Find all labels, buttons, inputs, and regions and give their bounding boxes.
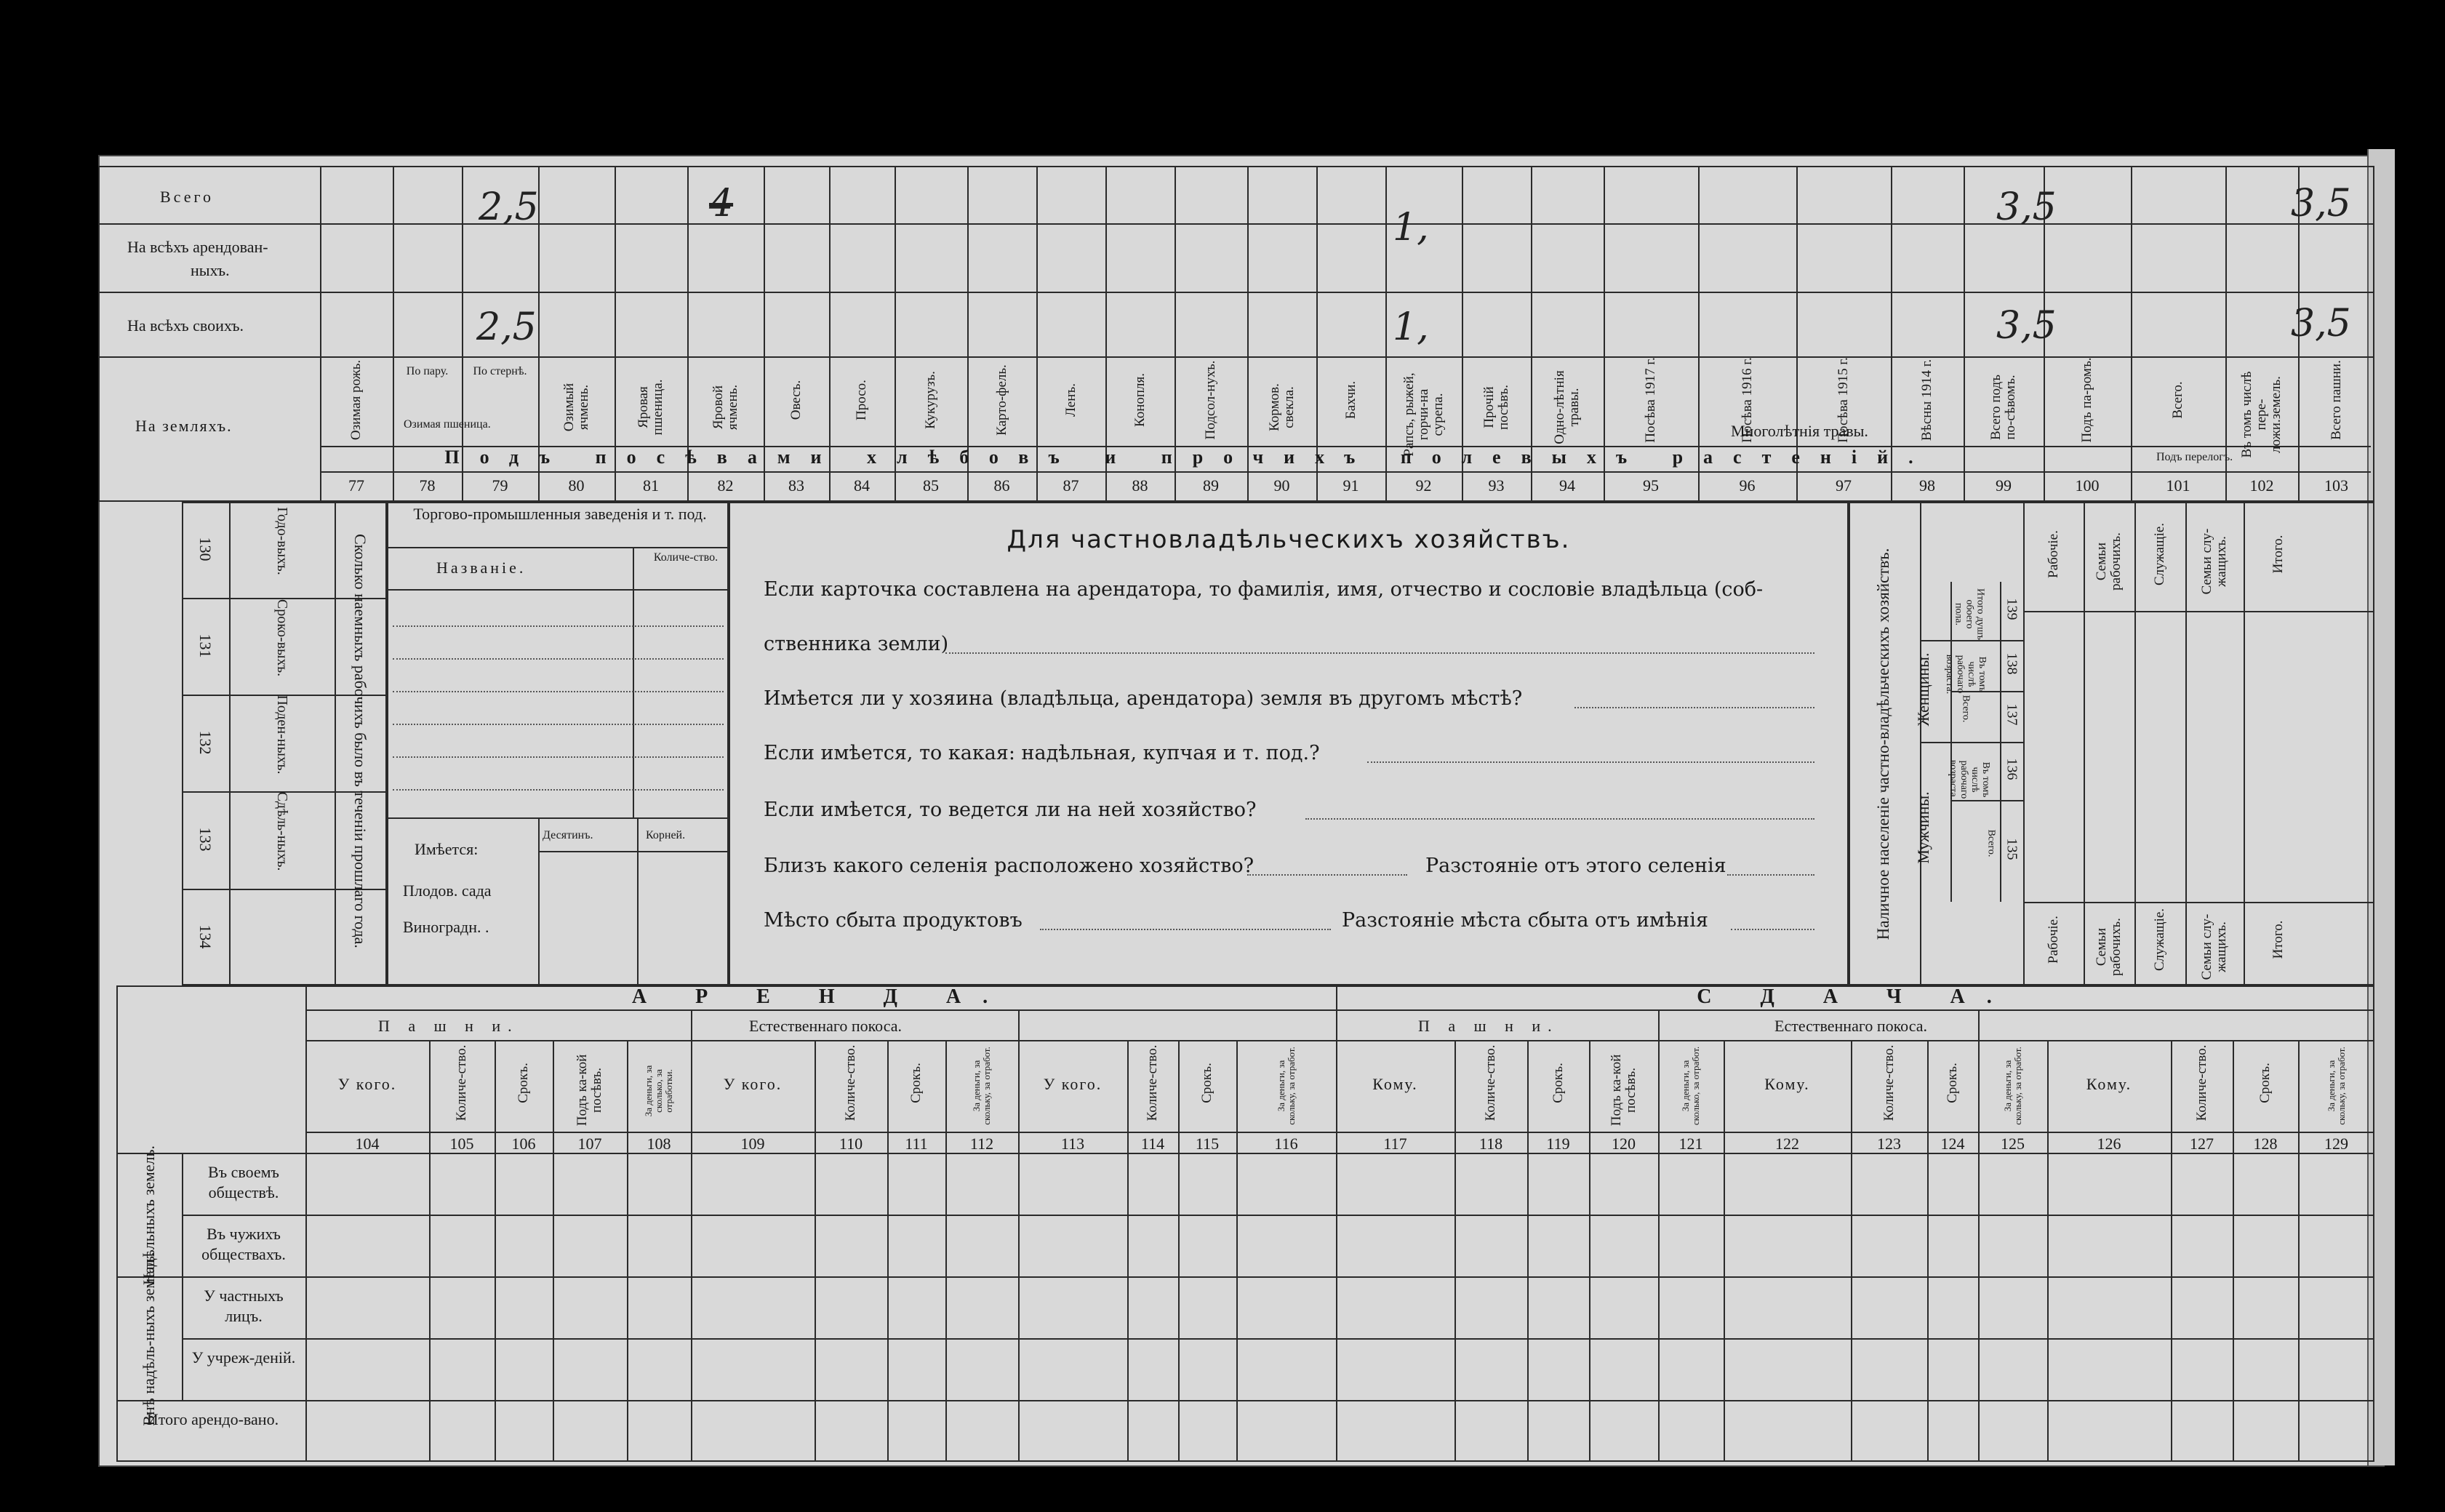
- crop-col-num-87: 87: [1063, 476, 1079, 495]
- lease-col-label-129: За деньги, за скольку, за отработ.: [2325, 1047, 2347, 1125]
- crop-col-num-95: 95: [1643, 476, 1659, 495]
- crop-col-num-78: 78: [419, 476, 436, 495]
- crop-col-num-85: 85: [923, 476, 939, 495]
- hired-col-label-133: Сдѣль-ныхъ.: [274, 791, 290, 871]
- hw-total-91: 1,: [1393, 206, 1429, 249]
- men-label: Мужчины.: [1914, 791, 1932, 864]
- q3: Если имѣется, то какая: надѣльная, купчая и т. под.?: [764, 742, 1320, 764]
- private-farm-title: Для частновладѣльческихъ хозяйствъ.: [1007, 525, 1571, 554]
- crop-col-label-92: Рапсъ, рыжей, горчи-на сурепа.: [1401, 372, 1446, 457]
- has-label: Имѣется:: [415, 840, 479, 858]
- q6b: Разстояніе мѣста сбыта отъ имѣнія: [1342, 909, 1708, 932]
- crop-col-label-81: Яровая пшеница.: [636, 379, 665, 436]
- crop-col-num-84: 84: [854, 476, 870, 495]
- crop-col-label-79: По стернѣ.: [473, 365, 527, 377]
- crop-col-num-102: 102: [2249, 476, 2274, 495]
- pop-right-bottom-2: Служащіе.: [2152, 908, 2167, 972]
- pop-right-top-0: Рабочіе.: [2045, 530, 2061, 578]
- lease-col-label-112: За деньги, за скольку, за отработ.: [971, 1047, 992, 1125]
- row-label-rented: На всѣхъ арендован-: [127, 238, 268, 256]
- lease-col-label-124: Срокъ.: [1945, 1063, 1960, 1103]
- crop-col-label-94: Одно-лѣтнія травы.: [1552, 370, 1582, 444]
- crops-banner: Подъ посѣвами хлѣбовъ и прочихъ полевыхъ растеній.: [444, 447, 1934, 468]
- crop-col-label-85: Кукурузъ.: [923, 371, 938, 429]
- lease-col-label-116: За деньги, за скольку, за отработ.: [1275, 1047, 1297, 1125]
- hired-col-num-134: 134: [196, 924, 215, 948]
- row-label-lands: На земляхъ.: [135, 417, 233, 435]
- crop-col-label-77: Озимая рожь.: [348, 359, 364, 441]
- trade-name-header: Названіе.: [436, 559, 527, 577]
- crop-col-label-80: Озимый ячмень.: [561, 383, 591, 432]
- crop-col-label-84: Просо.: [854, 380, 869, 420]
- women-label: Женщины.: [1914, 652, 1932, 727]
- crop-col-num-81: 81: [643, 476, 659, 495]
- crop-col-num-77: 77: [348, 476, 364, 495]
- q6a: Мѣсто сбыта продуктовъ: [764, 909, 1023, 932]
- crop-col-label-87: Ленъ.: [1063, 383, 1079, 417]
- lease-col-label-117: Кому.: [1372, 1075, 1418, 1093]
- lease-col-num-118: 118: [1478, 1135, 1503, 1153]
- crop-col-label-83: Овесъ.: [788, 380, 804, 420]
- crop-col-num-100: 100: [2075, 476, 2100, 495]
- pop-right-bottom-0: Рабочіе.: [2045, 916, 2061, 964]
- row-label-own: На всѣхъ своихъ.: [127, 316, 244, 335]
- hired-col-label-130: Годо-выхъ.: [274, 507, 290, 575]
- crop-col-num-93: 93: [1488, 476, 1505, 495]
- crop-col-label-95: Посѣва 1917 г.: [1643, 357, 1658, 443]
- q2: Имѣется ли у хозяина (владѣльца, арендатора) земля въ другомъ мѣстѣ?: [764, 687, 1523, 710]
- kornei-header: Корней.: [646, 829, 686, 841]
- lease-col-num-122: 122: [1775, 1135, 1799, 1153]
- desyatin-header: Десятинъ.: [543, 829, 593, 841]
- crop-col-label-89: Подсол-нухъ.: [1203, 360, 1218, 440]
- vineyard-label: Виноградн. .: [403, 918, 489, 936]
- sub-perennial-grass: Многолѣтнія травы.: [1731, 422, 1868, 440]
- crop-col-num-86: 86: [993, 476, 1010, 495]
- crop-col-num-82: 82: [717, 476, 734, 495]
- lease-col-num-113: 113: [1060, 1135, 1085, 1153]
- hw-total-103: 3,5: [2291, 182, 2351, 225]
- crop-col-label-103: Всего пашни.: [2328, 360, 2344, 440]
- q4: Если имѣется, то ведется ли на ней хозяйство?: [764, 799, 1257, 821]
- hired-col-label-132: Поден-ныхъ.: [274, 694, 290, 774]
- crop-col-num-92: 92: [1415, 476, 1432, 495]
- lease-col-num-105: 105: [449, 1135, 474, 1153]
- group-allotment: Надѣльныхъ земель.: [140, 1145, 158, 1286]
- pop-right-top-1: Семьи рабочихъ.: [2094, 532, 2124, 591]
- crop-col-label-96: Посѣва 1916 г.: [1739, 357, 1755, 443]
- lease-col-num-110: 110: [839, 1135, 863, 1153]
- lease-col-num-128: 128: [2253, 1135, 2278, 1153]
- pop-col-num-138: 138: [2004, 652, 2020, 675]
- crop-col-num-99: 99: [1996, 476, 2012, 495]
- lease-col-label-105: Количе-ство.: [454, 1044, 469, 1121]
- crop-col-num-103: 103: [2324, 476, 2348, 495]
- lease-col-num-127: 127: [2190, 1135, 2214, 1153]
- orchard-label: Плодов. сада: [403, 881, 492, 900]
- lease-col-num-104: 104: [355, 1135, 380, 1153]
- sdacha-heading: С Д А Ч А.: [1697, 985, 2014, 1008]
- crop-col-label-100: Подъ па-ромъ.: [2079, 357, 2094, 443]
- q1-line1: Если карточка составлена на арендатора, то фамилія, имя, отчество и сословіе владѣльца (соб-: [764, 578, 1764, 601]
- lease-col-label-110: Количе-ство.: [843, 1044, 858, 1121]
- lease-col-label-121: За деньги, за сколько, за отработ.: [1680, 1046, 1701, 1126]
- arenda-pokos: Естественнаго покоса.: [749, 1017, 903, 1035]
- crop-col-num-101: 101: [2166, 476, 2190, 495]
- lease-col-num-117: 117: [1383, 1135, 1407, 1153]
- q5a: Близъ какого селенія расположено хозяйство?: [764, 855, 1254, 877]
- lease-col-num-111: 111: [905, 1135, 928, 1153]
- hired-workers-title: Сколько наемныхъ рабочихъ было въ теченіи прошлаго года.: [351, 534, 369, 948]
- pop-right-top-2: Служащіе.: [2152, 522, 2167, 586]
- lease-col-num-116: 116: [1274, 1135, 1298, 1153]
- crop-col-num-79: 79: [492, 476, 508, 495]
- crop-col-label-91: Бахчи.: [1342, 380, 1358, 420]
- pop-col-label-138: Въ томъ числѣ рабочаго возраста.: [1944, 654, 1988, 695]
- row-other-communities: Въ чужихъ обществахъ.: [201, 1225, 286, 1263]
- crop-col-label-78: По пару.: [406, 365, 449, 377]
- lease-col-label-114: Количе-ство.: [1145, 1044, 1160, 1121]
- lease-col-label-128: Срокъ.: [2257, 1063, 2273, 1103]
- crop-col-label-93: Прочій посѣвъ.: [1481, 385, 1511, 430]
- crop-col-label-86: Карто-фель.: [993, 364, 1009, 436]
- crop-col-label-97: Посѣва 1915 г.: [1836, 357, 1851, 443]
- lease-col-num-108: 108: [647, 1135, 671, 1153]
- sdacha-pokos: Естественнаго покоса.: [1774, 1017, 1928, 1035]
- crop-col-label-88: Конопля.: [1132, 372, 1148, 428]
- crop-col-num-90: 90: [1273, 476, 1290, 495]
- crop-col-num-94: 94: [1559, 476, 1575, 495]
- group-non-allotment: Внѣ надѣль-ныхъ земель.: [140, 1252, 158, 1426]
- lease-col-label-118: Количе-ство.: [1483, 1044, 1498, 1121]
- crop-col-num-98: 98: [1919, 476, 1935, 495]
- crop-col-label-98: Вѣсны 1914 г.: [1919, 359, 1934, 441]
- arenda-pashni: П а ш н и.: [378, 1017, 519, 1035]
- sub-fallow: Подъ перелогъ.: [2156, 451, 2233, 463]
- lease-col-num-124: 124: [1940, 1135, 1965, 1153]
- hw-total-99: 3,5: [1996, 185, 2057, 229]
- pop-col-label-135: Всего.: [1985, 829, 1997, 857]
- crop-col-label-101: Всего.: [2170, 381, 2185, 419]
- crop-col-label-90: Кормов. свекла.: [1266, 383, 1297, 431]
- lease-col-num-107: 107: [577, 1135, 602, 1153]
- pop-col-num-136: 136: [2004, 758, 2020, 780]
- crop-col-num-91: 91: [1342, 476, 1359, 495]
- crop-col-num-88: 88: [1132, 476, 1148, 495]
- crop-col-num-83: 83: [788, 476, 804, 495]
- hired-col-num-132: 132: [196, 730, 215, 754]
- lease-col-label-106: Срокъ.: [516, 1063, 531, 1103]
- sdacha-pashni: П а ш н и.: [1418, 1017, 1559, 1035]
- lease-col-num-123: 123: [1877, 1135, 1901, 1153]
- hw-own-103: 3,5: [2291, 302, 2351, 345]
- pop-right-bottom-1: Семьи рабочихъ.: [2094, 918, 2124, 976]
- hw-own-91: 1,: [1393, 305, 1429, 349]
- lease-col-label-109: У кого.: [723, 1075, 783, 1093]
- arenda-heading: А Р Е Н Д А.: [631, 985, 1010, 1008]
- crop-col-num-96: 96: [1739, 476, 1756, 495]
- lease-col-num-106: 106: [511, 1135, 536, 1153]
- lease-col-label-119: Срокъ.: [1550, 1063, 1566, 1103]
- row-label-rented-2: ныхъ.: [191, 261, 230, 279]
- lease-col-label-104: У кого.: [337, 1075, 397, 1093]
- lease-col-label-120: Подъ ка-кой посѣвъ.: [1608, 1054, 1638, 1127]
- lease-col-num-115: 115: [1195, 1135, 1220, 1153]
- lease-col-label-111: Срокъ.: [908, 1063, 924, 1103]
- lease-col-label-107: Подъ ка-кой посѣвъ.: [575, 1054, 604, 1127]
- lease-col-num-129: 129: [2324, 1135, 2348, 1153]
- row-institutions: У учреж-деній.: [191, 1348, 296, 1367]
- pop-col-num-135: 135: [2004, 838, 2020, 860]
- row-private-persons: У частныхъ лицъ.: [204, 1287, 284, 1325]
- hired-col-num-130: 130: [196, 537, 215, 561]
- crop-col-num-89: 89: [1203, 476, 1219, 495]
- lease-col-label-122: Кому.: [1764, 1075, 1810, 1093]
- population-title: Наличное населеніе частно-владѣльческихъ хозяйствъ.: [1874, 548, 1892, 940]
- lease-col-num-112: 112: [969, 1135, 994, 1153]
- hw-total-82: 4: [709, 182, 734, 225]
- crop-col-label-82: Яровой ячмень.: [710, 384, 740, 431]
- lease-col-label-127: Количе-ство.: [2193, 1044, 2209, 1121]
- pop-col-num-137: 137: [2004, 703, 2020, 726]
- lease-col-num-109: 109: [740, 1135, 765, 1153]
- hw-total-79: 2,5: [479, 185, 539, 229]
- lease-col-num-125: 125: [2001, 1135, 2025, 1153]
- crop-col-num-97: 97: [1836, 476, 1852, 495]
- hw-own-79: 2,5: [476, 305, 537, 349]
- q5b: Разстояніе отъ этого селенія: [1425, 855, 1726, 877]
- lease-col-num-114: 114: [1140, 1135, 1165, 1153]
- pop-right-bottom-4: Итого.: [2270, 920, 2286, 959]
- lease-col-label-108: За деньги, за сколько, за отработки.: [643, 1065, 674, 1117]
- q1-line2: ственника земли): [764, 633, 949, 655]
- lease-col-label-115: Срокъ.: [1199, 1063, 1215, 1103]
- pop-col-num-139: 139: [2004, 598, 2020, 620]
- pop-col-label-136: Въ томъ числѣ рабочаго возраста.: [1948, 759, 1991, 800]
- pop-col-label-139: Итого душъ обоего пола.: [1953, 588, 1986, 641]
- row-own-community: Въ своемъ обществѣ.: [208, 1163, 279, 1201]
- lease-col-label-126: Кому.: [2086, 1075, 2132, 1093]
- lease-col-num-120: 120: [1612, 1135, 1636, 1153]
- pop-right-top-4: Итого.: [2270, 535, 2286, 574]
- lease-col-label-113: У кого.: [1043, 1075, 1103, 1093]
- pop-right-bottom-3: Семьи слу-жащихъ.: [2199, 913, 2229, 980]
- row-label-total: Всего: [160, 188, 214, 206]
- crop-col-label-102: Въ томъ числѣ пере-ложи.земель.: [2239, 371, 2284, 458]
- row-total-leased: Итого арендо-вано.: [146, 1410, 279, 1428]
- pop-col-label-137: Всего.: [1960, 695, 1972, 723]
- lease-col-num-126: 126: [2097, 1135, 2121, 1153]
- crop-col-num-80: 80: [568, 476, 585, 495]
- lease-col-label-125: За деньги, за скольку, за отработ.: [2001, 1047, 2023, 1125]
- hired-col-label-131: Сроко-выхъ.: [274, 599, 290, 676]
- pop-right-top-3: Семьи слу-жащихъ.: [2199, 528, 2229, 595]
- trade-title: Торгово-промышленныя заведенія и т. под.: [413, 505, 707, 523]
- crop-col-label-99: Всего подъ по-сѣвомъ.: [1988, 375, 2018, 440]
- hw-own-99: 3,5: [1996, 304, 2057, 348]
- sub-winter-wheat: Озимая пшеница.: [404, 418, 491, 431]
- trade-qty-header: Количе-ство.: [653, 551, 719, 564]
- hired-col-num-131: 131: [196, 633, 215, 657]
- lease-col-num-121: 121: [1678, 1135, 1703, 1153]
- hired-col-num-133: 133: [196, 827, 215, 852]
- lease-col-label-123: Количе-ство.: [1881, 1044, 1897, 1121]
- lease-col-num-119: 119: [1546, 1135, 1570, 1153]
